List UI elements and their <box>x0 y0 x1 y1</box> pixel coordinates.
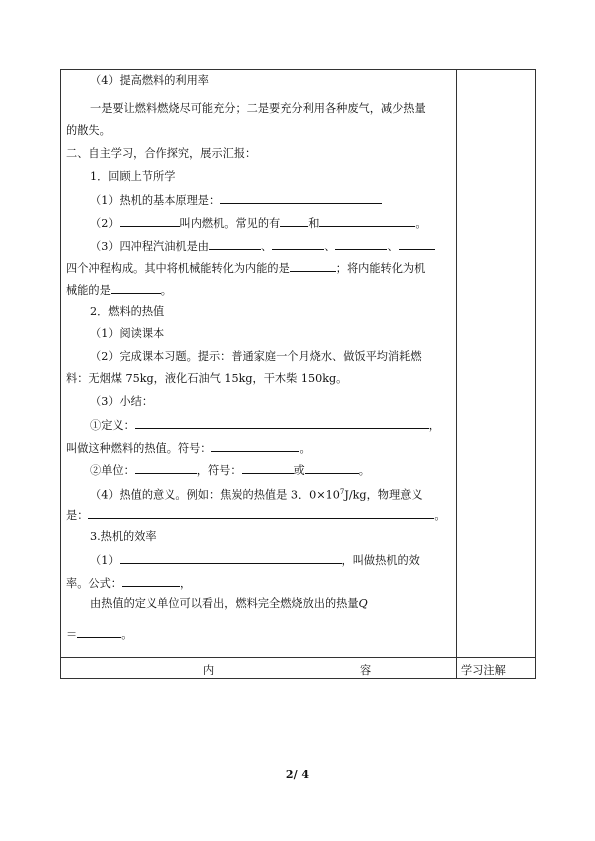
paragraph-line: 一是要让燃料燃烧尽可能充分；二是要充分利用各种废气，减少热量 <box>90 102 426 115</box>
question-text: 是： <box>66 509 89 522</box>
question-line <box>90 485 423 503</box>
question-text: 械能的是 <box>66 284 111 297</box>
question-line: 率。公式： ， <box>66 577 192 590</box>
blank <box>272 238 324 250</box>
blank <box>211 440 299 452</box>
subsection-heading: 3.热机的效率 <box>90 530 157 543</box>
row-divider <box>60 657 536 658</box>
blank <box>305 462 359 474</box>
question-text: ①定义： <box>90 419 135 432</box>
blank <box>120 215 180 227</box>
blank <box>111 282 161 294</box>
question-text: 叫内燃机。常见的有 <box>179 217 281 230</box>
blank <box>77 626 121 638</box>
subsection-heading: 1．回顾上节所学 <box>90 170 176 183</box>
blank <box>135 417 429 429</box>
question-text: （4）热值的意义。例如：焦炭的热值是 3．0×10 <box>90 488 340 502</box>
question-text: （1） <box>90 554 120 567</box>
blank <box>290 260 336 272</box>
blank <box>135 462 197 474</box>
subsection-heading: 2．燃料的热值 <box>90 305 165 318</box>
item-4: （4）提高燃料的利用率 <box>90 74 209 87</box>
question-text: 和 <box>308 217 320 230</box>
footer-label-rong: 容 <box>360 664 372 677</box>
question-line: （3）小结： <box>90 395 154 408</box>
footer-label-nei: 内 <box>203 664 215 677</box>
question-text: 。 <box>415 217 427 230</box>
question-text: ，符号： <box>196 464 242 477</box>
question-line <box>90 215 427 231</box>
question-line: ②单位： ，符号： 或 。 <box>90 464 370 477</box>
blank <box>122 575 180 587</box>
question-text: J/kg，物理意义 <box>344 488 423 502</box>
question-line: 叫做这种燃料的热值。符号： 。 <box>66 442 311 455</box>
question-line: ①定义： ， <box>90 419 440 432</box>
question-text: ，叫做热机的效 <box>341 554 420 567</box>
question-text: （1）热机的基本原理是： <box>90 194 221 207</box>
question-line <box>90 552 420 568</box>
question-line <box>90 597 368 611</box>
blank <box>335 238 387 250</box>
section-heading: 二、自主学习，合作探究，展示汇报： <box>66 147 257 160</box>
question-line: 是： 。 <box>66 509 446 522</box>
question-line: 械能的是 。 <box>66 284 172 297</box>
question-line: ＝ 。 <box>66 628 133 641</box>
question-text: （3）四冲程汽油机是由 <box>90 240 209 253</box>
question-text: 或 <box>293 464 305 477</box>
blank <box>220 192 382 204</box>
blank <box>319 215 415 227</box>
page-number: 2/ 4 <box>285 768 310 781</box>
column-divider <box>456 69 457 679</box>
question-line <box>90 192 382 208</box>
question-line: 料：无烟煤 75kg，液化石油气 15kg，干木柴 150kg。 <box>66 372 348 385</box>
footer-label-notes: 学习注解 <box>461 664 506 677</box>
question-text: 叫做这种燃料的热值。符号： <box>66 442 212 455</box>
question-text: 四个冲程构成。其中将机械能转化为内能的是 <box>66 262 290 275</box>
question-line <box>66 260 425 276</box>
blank <box>242 462 294 474</box>
blank <box>280 215 308 227</box>
blank <box>120 552 342 564</box>
question-text: （2） <box>90 217 120 230</box>
variable-q: Q <box>358 597 368 610</box>
question-text: ；将内能转化为机 <box>335 262 426 275</box>
question-line: （3）四冲程汽油机是由 、 、 、 <box>90 238 435 254</box>
question-text: ②单位： <box>90 464 135 477</box>
blank <box>209 238 261 250</box>
blank <box>399 238 435 250</box>
question-text: 率。公式： <box>66 577 122 590</box>
superscript: 7 <box>339 488 345 496</box>
question-line: （2）完成课本习题。提示：普通家庭一个月烧水、做饭平均消耗燃 <box>90 350 422 363</box>
paragraph-line: 的散失。 <box>66 124 111 137</box>
question-text: 由热值的定义单位可以看出，燃料完全燃烧放出的热量 <box>90 597 359 610</box>
blank <box>88 507 434 519</box>
question-line: （1）阅读课本 <box>90 327 165 340</box>
